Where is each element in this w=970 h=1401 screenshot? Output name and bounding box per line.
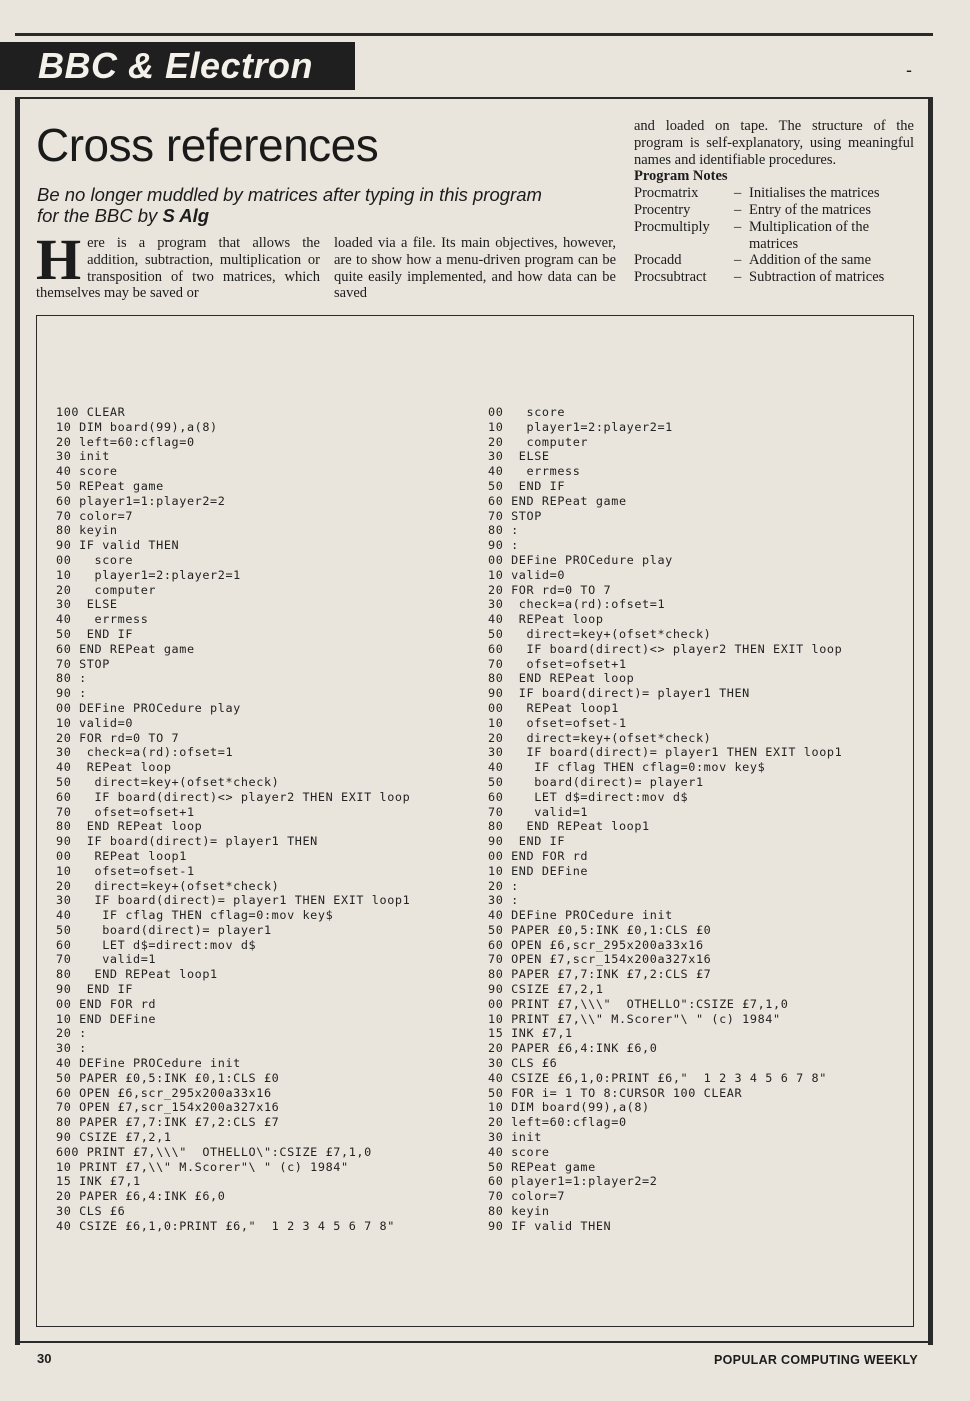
code-line: 60 OPEN £6,scr_295x200a33x16 — [56, 1085, 272, 1100]
code-line: 60 player1=1:player2=2 — [56, 493, 226, 508]
code-line: 40 IF cflag THEN cflag=0:mov key$ — [56, 908, 334, 923]
code-line: 10 player1=2:player2=1 — [56, 567, 241, 582]
code-line: 50 END IF — [56, 626, 134, 641]
code-line: 80 PAPER £7,7:INK £7,2:CLS £7 — [488, 967, 712, 982]
program-note-name: Procadd — [634, 252, 682, 269]
code-line: 30 : — [56, 1041, 87, 1056]
code-line: 10 PRINT £7,\\" M.Scorer"\ " (c) 1984" — [488, 1011, 781, 1026]
code-line: 60 END REPeat game — [56, 641, 195, 656]
program-note-name: Procentry — [634, 201, 691, 218]
code-line: 60 END REPeat game — [488, 493, 627, 508]
section-banner: BBC & Electron — [0, 42, 355, 90]
top-rule — [15, 33, 933, 36]
program-note-row — [634, 219, 914, 253]
code-line: 60 player1=1:player2=2 — [488, 1174, 658, 1189]
program-note-name: Procsubtract — [634, 269, 707, 286]
program-note-row — [634, 202, 914, 219]
intro-text-2: loaded via a file. Its main objectives, however, are to show how a menu-driven program can be quite easily implemented, and how data can be saved — [334, 235, 616, 302]
code-line: 70 STOP — [488, 508, 542, 523]
article-title: Cross references — [36, 119, 379, 171]
code-line: 20 computer — [56, 582, 157, 597]
code-line: 40 errmess — [488, 464, 581, 479]
code-line: 70 valid=1 — [56, 952, 157, 967]
intro-column-1 — [36, 227, 320, 302]
code-line: 30 IF board(direct)= player1 THEN EXIT loop1 — [488, 745, 843, 760]
code-line: 40 score — [56, 464, 118, 479]
code-line: 60 IF board(direct)<> player2 THEN EXIT loop — [488, 641, 843, 656]
code-line: 20 PAPER £6,4:INK £6,0 — [56, 1189, 226, 1204]
intro-column-2 — [334, 235, 616, 302]
code-line: 50 FOR i= 1 TO 8:CURSOR 100 CLEAR — [488, 1085, 743, 1100]
code-line: 40 errmess — [56, 612, 149, 627]
code-line: 40 DEFine PROCedure init — [56, 1056, 241, 1071]
code-line: 60 LET d$=direct:mov d$ — [488, 789, 689, 804]
program-notes-list — [634, 185, 914, 286]
code-line: 20 PAPER £6,4:INK £6,0 — [488, 1041, 658, 1056]
code-line: 600 PRINT £7,\\\" OTHELLO\":CSIZE £7,1,0 — [56, 1144, 372, 1159]
code-line: 30 check=a(rd):ofset=1 — [56, 745, 234, 760]
footer-rule — [15, 1341, 933, 1343]
program-note-name: Procmatrix — [634, 185, 699, 202]
code-line: 80 END REPeat loop1 — [56, 967, 218, 982]
code-line: 70 color=7 — [488, 1189, 566, 1204]
code-line: 10 valid=0 — [488, 567, 566, 582]
code-line: 80 : — [56, 671, 87, 686]
page-number: 30 — [37, 1351, 52, 1366]
code-line: 10 player1=2:player2=1 — [488, 419, 673, 434]
program-note-row — [634, 269, 914, 286]
code-line: 90 IF board(direct)= player1 THEN — [56, 834, 318, 849]
margin-mark: - — [906, 60, 912, 80]
magazine-name: POPULAR COMPUTING WEEKLY — [714, 1353, 918, 1367]
code-line: 40 IF cflag THEN cflag=0:mov key$ — [488, 760, 766, 775]
program-note-dash: – — [734, 269, 742, 286]
frame-right-bar — [928, 97, 933, 1345]
code-line: 70 OPEN £7,scr_154x200a327x16 — [488, 952, 712, 967]
code-line: 10 valid=0 — [56, 715, 134, 730]
code-line: 40 DEFine PROCedure init — [488, 908, 673, 923]
program-notes-title: Program Notes — [634, 168, 728, 185]
code-line: 30 CLS £6 — [488, 1056, 558, 1071]
code-line: 20 left=60:cflag=0 — [488, 1115, 627, 1130]
code-line: 30 init — [56, 449, 110, 464]
intro-column-3 — [634, 118, 914, 286]
code-line: 40 CSIZE £6,1,0:PRINT £6," 1 2 3 4 5 6 7 8" — [56, 1218, 395, 1233]
program-note-row — [634, 185, 914, 202]
code-line: 90 END IF — [56, 982, 134, 997]
code-line: 50 PAPER £0,5:INK £0,1:CLS £0 — [488, 922, 712, 937]
code-line: 10 PRINT £7,\\" M.Scorer"\ " (c) 1984" — [56, 1159, 349, 1174]
code-line: 50 REPeat game — [56, 478, 164, 493]
code-line: 00 END FOR rd — [488, 848, 589, 863]
code-line: 20 direct=key+(ofset*check) — [488, 730, 712, 745]
code-line: 20 FOR rd=0 TO 7 — [488, 582, 612, 597]
program-note-dash: – — [734, 201, 742, 218]
code-line: 70 STOP — [56, 656, 110, 671]
code-listing-left — [56, 405, 410, 1234]
code-line: 90 IF board(direct)= player1 THEN — [488, 686, 750, 701]
code-line: 80 END REPeat loop1 — [488, 819, 650, 834]
code-line: 50 PAPER £0,5:INK £0,1:CLS £0 — [56, 1070, 280, 1085]
code-line: 10 ofset=ofset-1 — [488, 715, 627, 730]
code-line: 10 END DEFine — [56, 1011, 157, 1026]
code-line: 20 : — [488, 878, 519, 893]
header-rule — [15, 97, 933, 99]
program-note-dash: – — [734, 252, 742, 269]
code-line: 90 CSIZE £7,2,1 — [56, 1130, 172, 1145]
code-line: 20 : — [56, 1026, 87, 1041]
program-note-desc: Initialises the matrices — [749, 185, 880, 202]
code-line: 30 IF board(direct)= player1 THEN EXIT loop1 — [56, 893, 411, 908]
code-line: 80 END REPeat loop — [56, 819, 203, 834]
code-line: 80 keyin — [56, 523, 118, 538]
program-note-dash: – — [734, 185, 742, 202]
standfirst-text: Be no longer muddled by matrices after typing in this program for the BBC by — [37, 184, 542, 226]
code-line: 80 END REPeat loop — [488, 671, 635, 686]
code-line: 30 : — [488, 893, 519, 908]
code-line: 100 CLEAR — [56, 405, 126, 419]
program-note-desc: Entry of the matrices — [749, 201, 871, 218]
code-line: 00 REPeat loop1 — [56, 848, 187, 863]
code-line: 15 INK £7,1 — [488, 1026, 573, 1041]
code-line: 30 init — [488, 1130, 542, 1145]
code-line: 80 PAPER £7,7:INK £7,2:CLS £7 — [56, 1115, 280, 1130]
code-line: 30 check=a(rd):ofset=1 — [488, 597, 666, 612]
code-line: 00 PRINT £7,\\\" OTHELLO":CSIZE £7,1,0 — [488, 996, 789, 1011]
code-line: 80 keyin — [488, 1204, 550, 1219]
code-line: 40 CSIZE £6,1,0:PRINT £6," 1 2 3 4 5 6 7 8" — [488, 1070, 827, 1085]
code-line: 20 computer — [488, 434, 589, 449]
code-line: 70 color=7 — [56, 508, 134, 523]
code-line: 00 score — [56, 552, 134, 567]
code-line: 15 INK £7,1 — [56, 1174, 141, 1189]
program-note-desc: Subtraction of matrices — [749, 269, 885, 286]
program-note-desc: Addition of the same — [749, 252, 872, 269]
code-line: 50 REPeat game — [488, 1159, 596, 1174]
code-line: 00 END FOR rd — [56, 996, 157, 1011]
code-line: 70 OPEN £7,scr_154x200a327x16 — [56, 1100, 280, 1115]
code-line: 20 FOR rd=0 TO 7 — [56, 730, 180, 745]
program-note-row — [634, 252, 914, 269]
code-line: 80 : — [488, 523, 519, 538]
code-line: 90 IF valid THEN — [56, 538, 180, 553]
code-line: 70 ofset=ofset+1 — [488, 656, 627, 671]
code-line: 90 : — [56, 686, 87, 701]
code-line: 50 direct=key+(ofset*check) — [488, 626, 712, 641]
code-line: 90 CSIZE £7,2,1 — [488, 982, 604, 997]
code-line: 90 END IF — [488, 834, 566, 849]
author-name: S Alg — [162, 205, 210, 226]
code-line: 00 DEFine PROCedure play — [56, 700, 241, 715]
code-line: 10 DIM board(99),a(8) — [56, 419, 218, 434]
code-listing-right — [488, 405, 842, 1234]
code-line: 50 board(direct)= player1 — [56, 922, 272, 937]
code-line: 20 left=60:cflag=0 — [56, 434, 195, 449]
code-line: 40 REPeat loop — [56, 760, 172, 775]
code-line: 00 DEFine PROCedure play — [488, 552, 673, 567]
code-line: 90 IF valid THEN — [488, 1218, 612, 1233]
code-line: 50 END IF — [488, 478, 566, 493]
code-line: 70 ofset=ofset+1 — [56, 804, 195, 819]
code-line: 60 OPEN £6,scr_295x200a33x16 — [488, 937, 704, 952]
code-line: 30 ELSE — [56, 597, 118, 612]
code-line: 50 direct=key+(ofset*check) — [56, 774, 280, 789]
program-note-desc: Multiplication of the matrices — [749, 218, 870, 252]
program-note-dash: – — [734, 218, 742, 235]
code-line: 40 REPeat loop — [488, 612, 604, 627]
code-line: 60 LET d$=direct:mov d$ — [56, 937, 257, 952]
code-line: 20 direct=key+(ofset*check) — [56, 878, 280, 893]
code-line: 30 ELSE — [488, 449, 550, 464]
code-line: 30 CLS £6 — [56, 1204, 126, 1219]
intro-text-1: ere is a program that allows the addition, subtraction, multiplication or transposition of two matrices, which themselves may be saved or — [36, 235, 320, 302]
code-line: 60 IF board(direct)<> player2 THEN EXIT loop — [56, 789, 411, 804]
code-line: 40 score — [488, 1144, 550, 1159]
code-line: 10 END DEFine — [488, 863, 589, 878]
code-line: 00 score — [488, 405, 566, 419]
intro-text-3: and loaded on tape. The structure of the program is self-explanatory, using meaningful names and identifiable procedures. — [634, 118, 914, 168]
code-line: 00 REPeat loop1 — [488, 700, 619, 715]
code-line: 90 : — [488, 538, 519, 553]
frame-left-bar — [15, 97, 20, 1345]
program-note-name: Procmultiply — [634, 218, 710, 235]
code-line: 50 board(direct)= player1 — [488, 774, 704, 789]
code-line: 10 ofset=ofset-1 — [56, 863, 195, 878]
code-line: 10 DIM board(99),a(8) — [488, 1100, 650, 1115]
code-line: 70 valid=1 — [488, 804, 589, 819]
standfirst — [37, 184, 557, 226]
drop-cap: H — [36, 227, 82, 292]
